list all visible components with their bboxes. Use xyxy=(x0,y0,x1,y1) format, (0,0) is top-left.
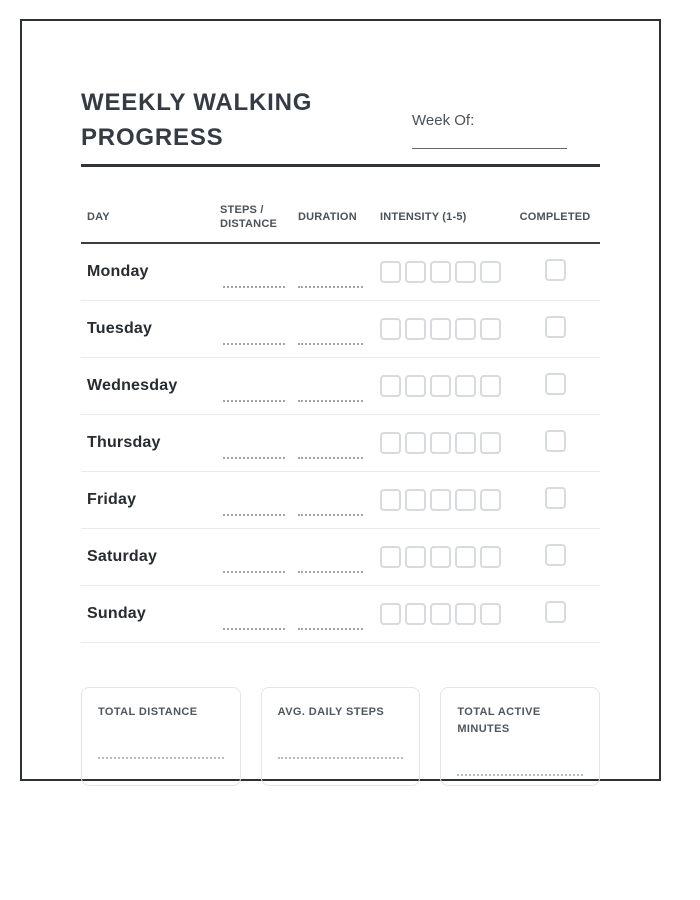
table-row xyxy=(81,415,600,472)
intensity-checkbox[interactable] xyxy=(405,318,426,340)
intensity-checkbox[interactable] xyxy=(430,603,451,625)
intensity-checkbox[interactable] xyxy=(455,261,476,283)
intensity-checkbox[interactable] xyxy=(480,432,501,454)
intensity-checkbox[interactable] xyxy=(380,546,401,568)
week-of-field xyxy=(412,112,567,149)
intensity-checkbox-group xyxy=(380,489,510,511)
day-label: Wednesday xyxy=(87,377,178,394)
completed-checkbox[interactable] xyxy=(545,487,566,509)
week-of-input[interactable] xyxy=(412,130,567,149)
intensity-checkbox[interactable] xyxy=(430,432,451,454)
completed-checkbox[interactable] xyxy=(545,430,566,452)
table-row xyxy=(81,244,600,301)
summary-label: AVG. DAILY STEPS xyxy=(277,706,385,718)
intensity-checkbox[interactable] xyxy=(430,546,451,568)
table-row xyxy=(81,358,600,415)
intensity-checkbox[interactable] xyxy=(405,432,426,454)
summary-input[interactable] xyxy=(278,757,404,759)
header-steps: STEPS / DISTANCE xyxy=(220,204,278,230)
completed-checkbox[interactable] xyxy=(545,601,566,623)
intensity-checkbox[interactable] xyxy=(455,546,476,568)
day-label: Monday xyxy=(87,263,149,280)
intensity-checkbox-group xyxy=(380,318,510,340)
day-label: Sunday xyxy=(87,605,146,622)
duration-input[interactable] xyxy=(298,541,363,573)
intensity-checkbox[interactable] xyxy=(405,489,426,511)
completed-checkbox[interactable] xyxy=(545,544,566,566)
intensity-checkbox[interactable] xyxy=(405,546,426,568)
intensity-checkbox[interactable] xyxy=(455,603,476,625)
summary-input[interactable] xyxy=(457,774,583,776)
header-day: DAY xyxy=(87,211,110,223)
intensity-checkbox-group xyxy=(380,432,510,454)
summary-label: TOTAL DISTANCE xyxy=(98,706,198,718)
table-row xyxy=(81,529,600,586)
day-label: Tuesday xyxy=(87,320,153,337)
intensity-checkbox[interactable] xyxy=(380,432,401,454)
table-row xyxy=(81,472,600,529)
intensity-checkbox[interactable] xyxy=(405,603,426,625)
summary-card xyxy=(81,687,241,786)
completed-checkbox[interactable] xyxy=(545,316,566,338)
worksheet-page xyxy=(20,19,661,781)
intensity-checkbox[interactable] xyxy=(380,261,401,283)
summary-card xyxy=(440,687,600,786)
intensity-checkbox[interactable] xyxy=(455,375,476,397)
duration-input[interactable] xyxy=(298,427,363,459)
intensity-checkbox[interactable] xyxy=(480,489,501,511)
day-rows xyxy=(81,244,600,643)
table-row xyxy=(81,586,600,643)
steps-distance-input[interactable] xyxy=(223,427,285,459)
intensity-checkbox[interactable] xyxy=(455,432,476,454)
intensity-checkbox[interactable] xyxy=(430,261,451,283)
duration-input[interactable] xyxy=(298,484,363,516)
intensity-checkbox[interactable] xyxy=(430,375,451,397)
intensity-checkbox-group xyxy=(380,546,510,568)
table-header-row xyxy=(81,203,600,231)
steps-distance-input[interactable] xyxy=(223,256,285,288)
duration-input[interactable] xyxy=(298,598,363,630)
steps-distance-input[interactable] xyxy=(223,598,285,630)
completed-checkbox[interactable] xyxy=(545,373,566,395)
duration-input[interactable] xyxy=(298,256,363,288)
intensity-checkbox[interactable] xyxy=(480,603,501,625)
title-divider xyxy=(81,164,600,167)
day-label: Friday xyxy=(87,491,137,508)
intensity-checkbox-group xyxy=(380,375,510,397)
duration-input[interactable] xyxy=(298,370,363,402)
intensity-checkbox[interactable] xyxy=(380,489,401,511)
intensity-checkbox[interactable] xyxy=(405,261,426,283)
header-intensity: INTENSITY (1-5) xyxy=(380,211,467,223)
header-row xyxy=(81,85,600,155)
intensity-checkbox[interactable] xyxy=(480,261,501,283)
summary-card xyxy=(261,687,421,786)
intensity-checkbox-group xyxy=(380,261,510,283)
header-duration: DURATION xyxy=(298,211,357,223)
summary-section xyxy=(81,687,600,786)
intensity-checkbox[interactable] xyxy=(455,489,476,511)
steps-distance-input[interactable] xyxy=(223,313,285,345)
completed-checkbox[interactable] xyxy=(545,259,566,281)
intensity-checkbox[interactable] xyxy=(430,318,451,340)
intensity-checkbox[interactable] xyxy=(380,375,401,397)
header-completed: COMPLETED xyxy=(519,211,591,223)
page-title: WEEKLY WALKING PROGRESS xyxy=(81,89,313,151)
intensity-checkbox[interactable] xyxy=(380,318,401,340)
day-label: Saturday xyxy=(87,548,158,565)
steps-distance-input[interactable] xyxy=(223,370,285,402)
intensity-checkbox[interactable] xyxy=(430,489,451,511)
page-content xyxy=(22,21,659,786)
week-of-label: Week Of: xyxy=(412,112,475,129)
intensity-checkbox[interactable] xyxy=(380,603,401,625)
day-label: Thursday xyxy=(87,434,161,451)
table-row xyxy=(81,301,600,358)
steps-distance-input[interactable] xyxy=(223,541,285,573)
duration-input[interactable] xyxy=(298,313,363,345)
intensity-checkbox-group xyxy=(380,603,510,625)
summary-label: TOTAL ACTIVE MINUTES xyxy=(457,706,541,735)
summary-input[interactable] xyxy=(98,757,224,759)
intensity-checkbox[interactable] xyxy=(480,318,501,340)
intensity-checkbox[interactable] xyxy=(455,318,476,340)
intensity-checkbox[interactable] xyxy=(480,375,501,397)
steps-distance-input[interactable] xyxy=(223,484,285,516)
intensity-checkbox[interactable] xyxy=(405,375,426,397)
intensity-checkbox[interactable] xyxy=(480,546,501,568)
